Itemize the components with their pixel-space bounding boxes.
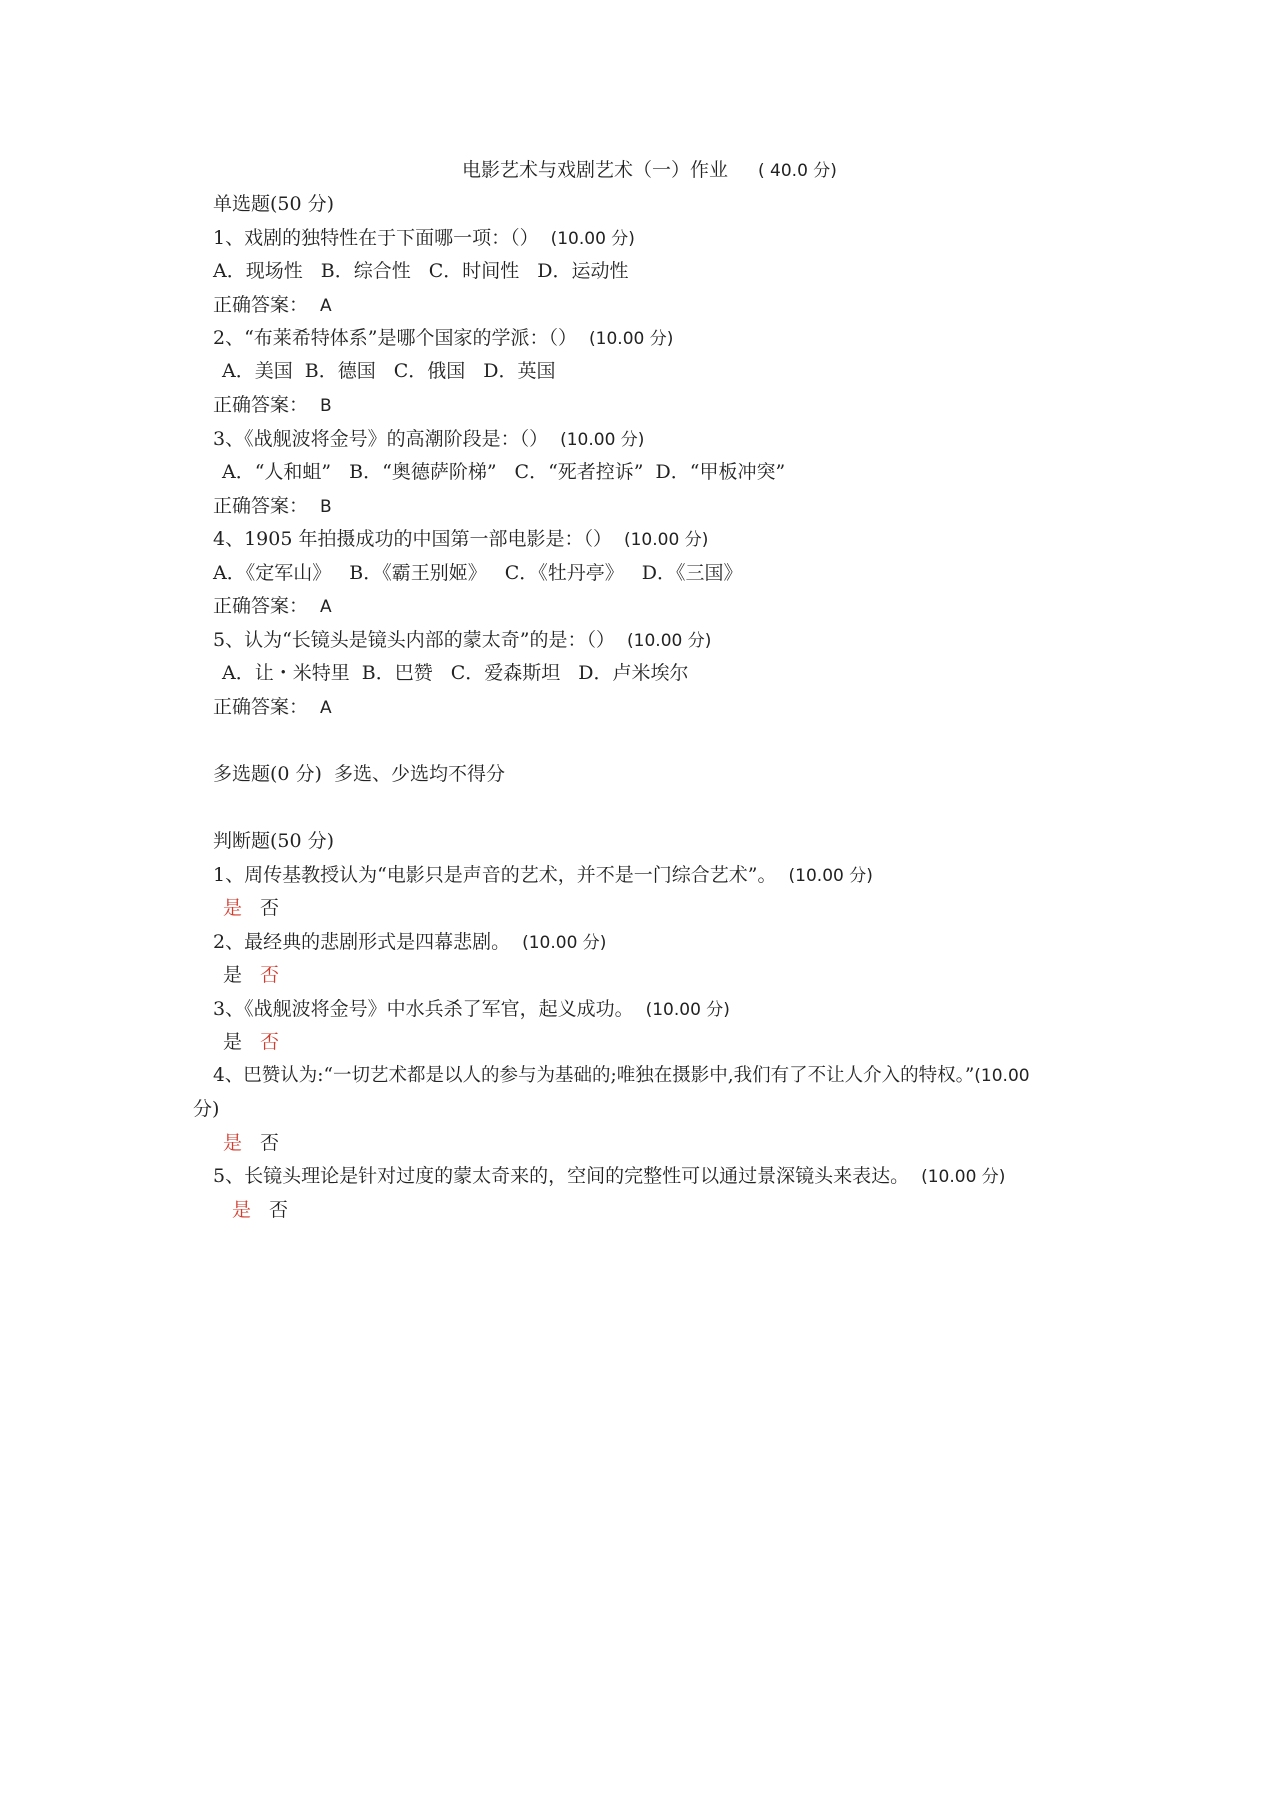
single-options-5	[222, 661, 688, 685]
option-d: D．运动性	[537, 260, 629, 282]
option-c: C．爱森斯坦	[450, 662, 561, 684]
option-b: B．德国	[304, 360, 376, 382]
question-score: (10.00 分)	[627, 631, 712, 651]
answer-label: 正确答案：	[213, 696, 309, 718]
answer-value: A	[320, 296, 332, 316]
multi-section-header	[213, 762, 505, 786]
option-a: A．“人和蛆”	[222, 461, 332, 483]
judge-question-4-wrap: 分)	[193, 1098, 220, 1120]
title-text: 电影艺术与戏剧艺术（一）作业	[462, 159, 729, 181]
single-question-4	[213, 527, 708, 552]
option-a: A．《定军山》	[213, 562, 332, 584]
option-b: B．“奥德萨阶梯”	[349, 461, 497, 483]
choice-yes: 是	[223, 1132, 243, 1154]
choice-no: 否	[260, 1132, 280, 1154]
option-b: B．《霸王别姬》	[349, 562, 487, 584]
answer-3	[213, 494, 332, 519]
option-c: C．时间性	[428, 260, 520, 282]
single-options-1	[213, 259, 628, 283]
single-question-5	[213, 628, 711, 653]
answer-value: A	[320, 698, 332, 718]
question-text: 4、巴赞认为:“一切艺术都是以人的参与为基础的;唯独在摄影中,我们有了不让人介入的特权。”	[213, 1065, 975, 1086]
judge-choices-1	[223, 896, 279, 920]
question-score: (10.00 分)	[550, 229, 635, 249]
multi-note: 多选、少选均不得分	[333, 763, 505, 785]
option-d: D．英国	[483, 360, 556, 382]
single-question-2	[213, 326, 673, 351]
question-score: (10.00 分)	[623, 530, 709, 550]
question-text: 4、1905 年拍摄成功的中国第一部电影是：（）	[213, 528, 612, 550]
question-score: (10.00 分)	[921, 1167, 1006, 1187]
question-text: 3、《战舰波将金号》的高潮阶段是：（）	[213, 428, 549, 450]
single-question-3	[213, 427, 644, 452]
choice-no: 否	[260, 964, 280, 986]
question-score: (10.00	[974, 1066, 1030, 1086]
single-options-3	[222, 460, 785, 484]
choice-yes: 是	[223, 1031, 243, 1053]
question-score: (10.00 分)	[560, 430, 645, 450]
answer-label: 正确答案：	[213, 595, 309, 617]
single-section-header: 单选题(50 分)	[213, 193, 335, 215]
choice-no: 否	[260, 897, 280, 919]
question-score: (10.00 分)	[788, 866, 873, 886]
judge-question-1	[213, 863, 873, 888]
answer-label: 正确答案：	[213, 294, 309, 316]
answer-label: 正确答案：	[213, 394, 309, 416]
question-text: 1、周传基教授认为“电影只是声音的艺术，并不是一门综合艺术”。	[213, 864, 777, 886]
question-text: 1、戏剧的独特性在于下面哪一项：（）	[213, 227, 539, 249]
option-d: D．卢米埃尔	[578, 662, 689, 684]
question-text: 2、“布莱希特体系”是哪个国家的学派：（）	[213, 327, 578, 349]
answer-value: B	[320, 396, 332, 416]
single-question-1	[213, 226, 635, 251]
judge-section-header: 判断题(50 分)	[213, 830, 335, 852]
document-title	[462, 158, 837, 183]
question-text: 2、最经典的悲剧形式是四幕悲剧。	[213, 931, 511, 953]
choice-no: 否	[260, 1031, 280, 1053]
title-score: ( 40.0 分)	[758, 161, 837, 181]
choice-no: 否	[269, 1199, 289, 1221]
question-score: (10.00 分)	[522, 933, 607, 953]
answer-label: 正确答案：	[213, 495, 309, 517]
option-b: B．综合性	[320, 260, 411, 282]
question-text: 5、认为“长镜头是镜头内部的蒙太奇”的是：（）	[213, 629, 616, 651]
choice-yes: 是	[232, 1199, 252, 1221]
question-score: (10.00 分)	[589, 329, 674, 349]
option-c: C．“死者控诉”	[514, 461, 644, 483]
judge-choices-3	[223, 1030, 279, 1054]
option-d: D．“甲板冲突”	[655, 461, 786, 483]
judge-choices-2	[223, 963, 279, 987]
answer-2	[213, 393, 332, 418]
single-options-2	[222, 359, 555, 383]
choice-yes: 是	[223, 897, 243, 919]
judge-question-2	[213, 930, 606, 955]
answer-4	[213, 594, 332, 619]
judge-choices-5	[232, 1198, 288, 1222]
judge-question-4	[213, 1064, 1030, 1088]
judge-question-3	[213, 997, 730, 1022]
option-c: C．俄国	[393, 360, 466, 382]
option-a: A．美国	[222, 360, 293, 382]
multi-header-text: 多选题(0 分)	[213, 763, 322, 785]
judge-question-5	[213, 1164, 1005, 1189]
answer-5	[213, 695, 332, 720]
single-options-4	[213, 561, 742, 585]
option-d: D．《三国》	[641, 562, 743, 584]
option-c: C．《牡丹亭》	[504, 562, 624, 584]
answer-value: B	[320, 497, 332, 517]
judge-choices-4	[223, 1131, 279, 1155]
option-a: A．现场性	[213, 260, 303, 282]
question-text: 5、长镜头理论是针对过度的蒙太奇来的，空间的完整性可以通过景深镜头来表达。	[213, 1165, 910, 1187]
option-b: B．巴赞	[361, 662, 433, 684]
choice-yes: 是	[223, 964, 243, 986]
option-a: A．让・米特里	[222, 662, 350, 684]
answer-1	[213, 293, 332, 318]
question-text: 3、《战舰波将金号》中水兵杀了军官，起义成功。	[213, 998, 634, 1020]
answer-value: A	[320, 597, 332, 617]
question-score: (10.00 分)	[645, 1000, 730, 1020]
